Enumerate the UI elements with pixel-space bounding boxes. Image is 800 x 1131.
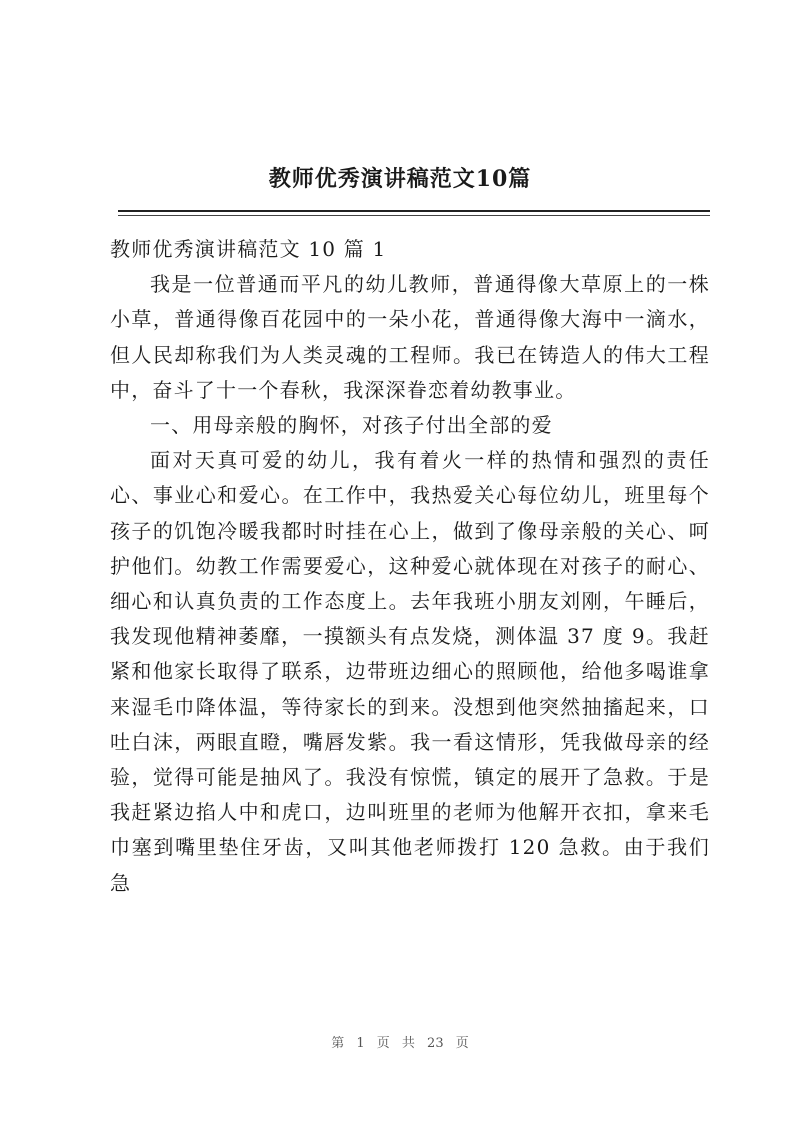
- section-heading: 教师优秀演讲稿范文 10 篇 1: [110, 237, 387, 261]
- document-title: 教师优秀演讲稿范文10篇: [268, 166, 532, 192]
- page-number-footer: 第 1 页 共 23 页: [331, 1036, 469, 1051]
- document-body: [110, 232, 710, 901]
- subheading-paragraph: 一、用母亲般的胸怀，对孩子付出全部的爱: [150, 413, 553, 438]
- title-divider-thin: [118, 215, 710, 216]
- paragraph: 面对天真可爱的幼儿，我有着火一样的热情和强烈的责任心、事业心和爱心。在工作中，我热爱关心每位幼儿，班里每个孩子的饥饱冷暖我都时时挂在心上，做到了像母亲般的关心、呵护他们。幼教工作需要爱心，这种爱心就体现在对孩子的耐心、细心和认真负责的工作态度上。去年我班小朋友刘刚，午睡后，我发现他精神萎靡，一摸额头有点发烧，测体温 37 度 9。我赶紧和他家长取得了联系，边带班边细心的照顾他，给他多喝谁拿来湿毛巾降体温，等待家长的到来。没想到他突然抽搐起来，口吐白沫，两眼直瞪，嘴唇发紫。我一看这情形，凭我做母亲的经验，觉得可能是抽风了。我没有惊慌，镇定的展开了急救。于是我赶紧边掐人中和虎口，边叫班里的老师为他解开衣扣，拿来毛巾塞到嘴里垫住牙齿，又叫其他老师拨打 120 急救。由于我们急: [110, 448, 710, 895]
- paragraph: 我是一位普通而平凡的幼儿教师，普通得像大草原上的一株小草，普通得像百花园中的一朵小花，普通得像大海中一滴水，但人民却称我们为人类灵魂的工程师。我已在铸造人的伟大工程中，奋斗了十一个春秋，我深深眷恋着幼教事业。: [110, 272, 710, 402]
- title-divider: [118, 210, 710, 212]
